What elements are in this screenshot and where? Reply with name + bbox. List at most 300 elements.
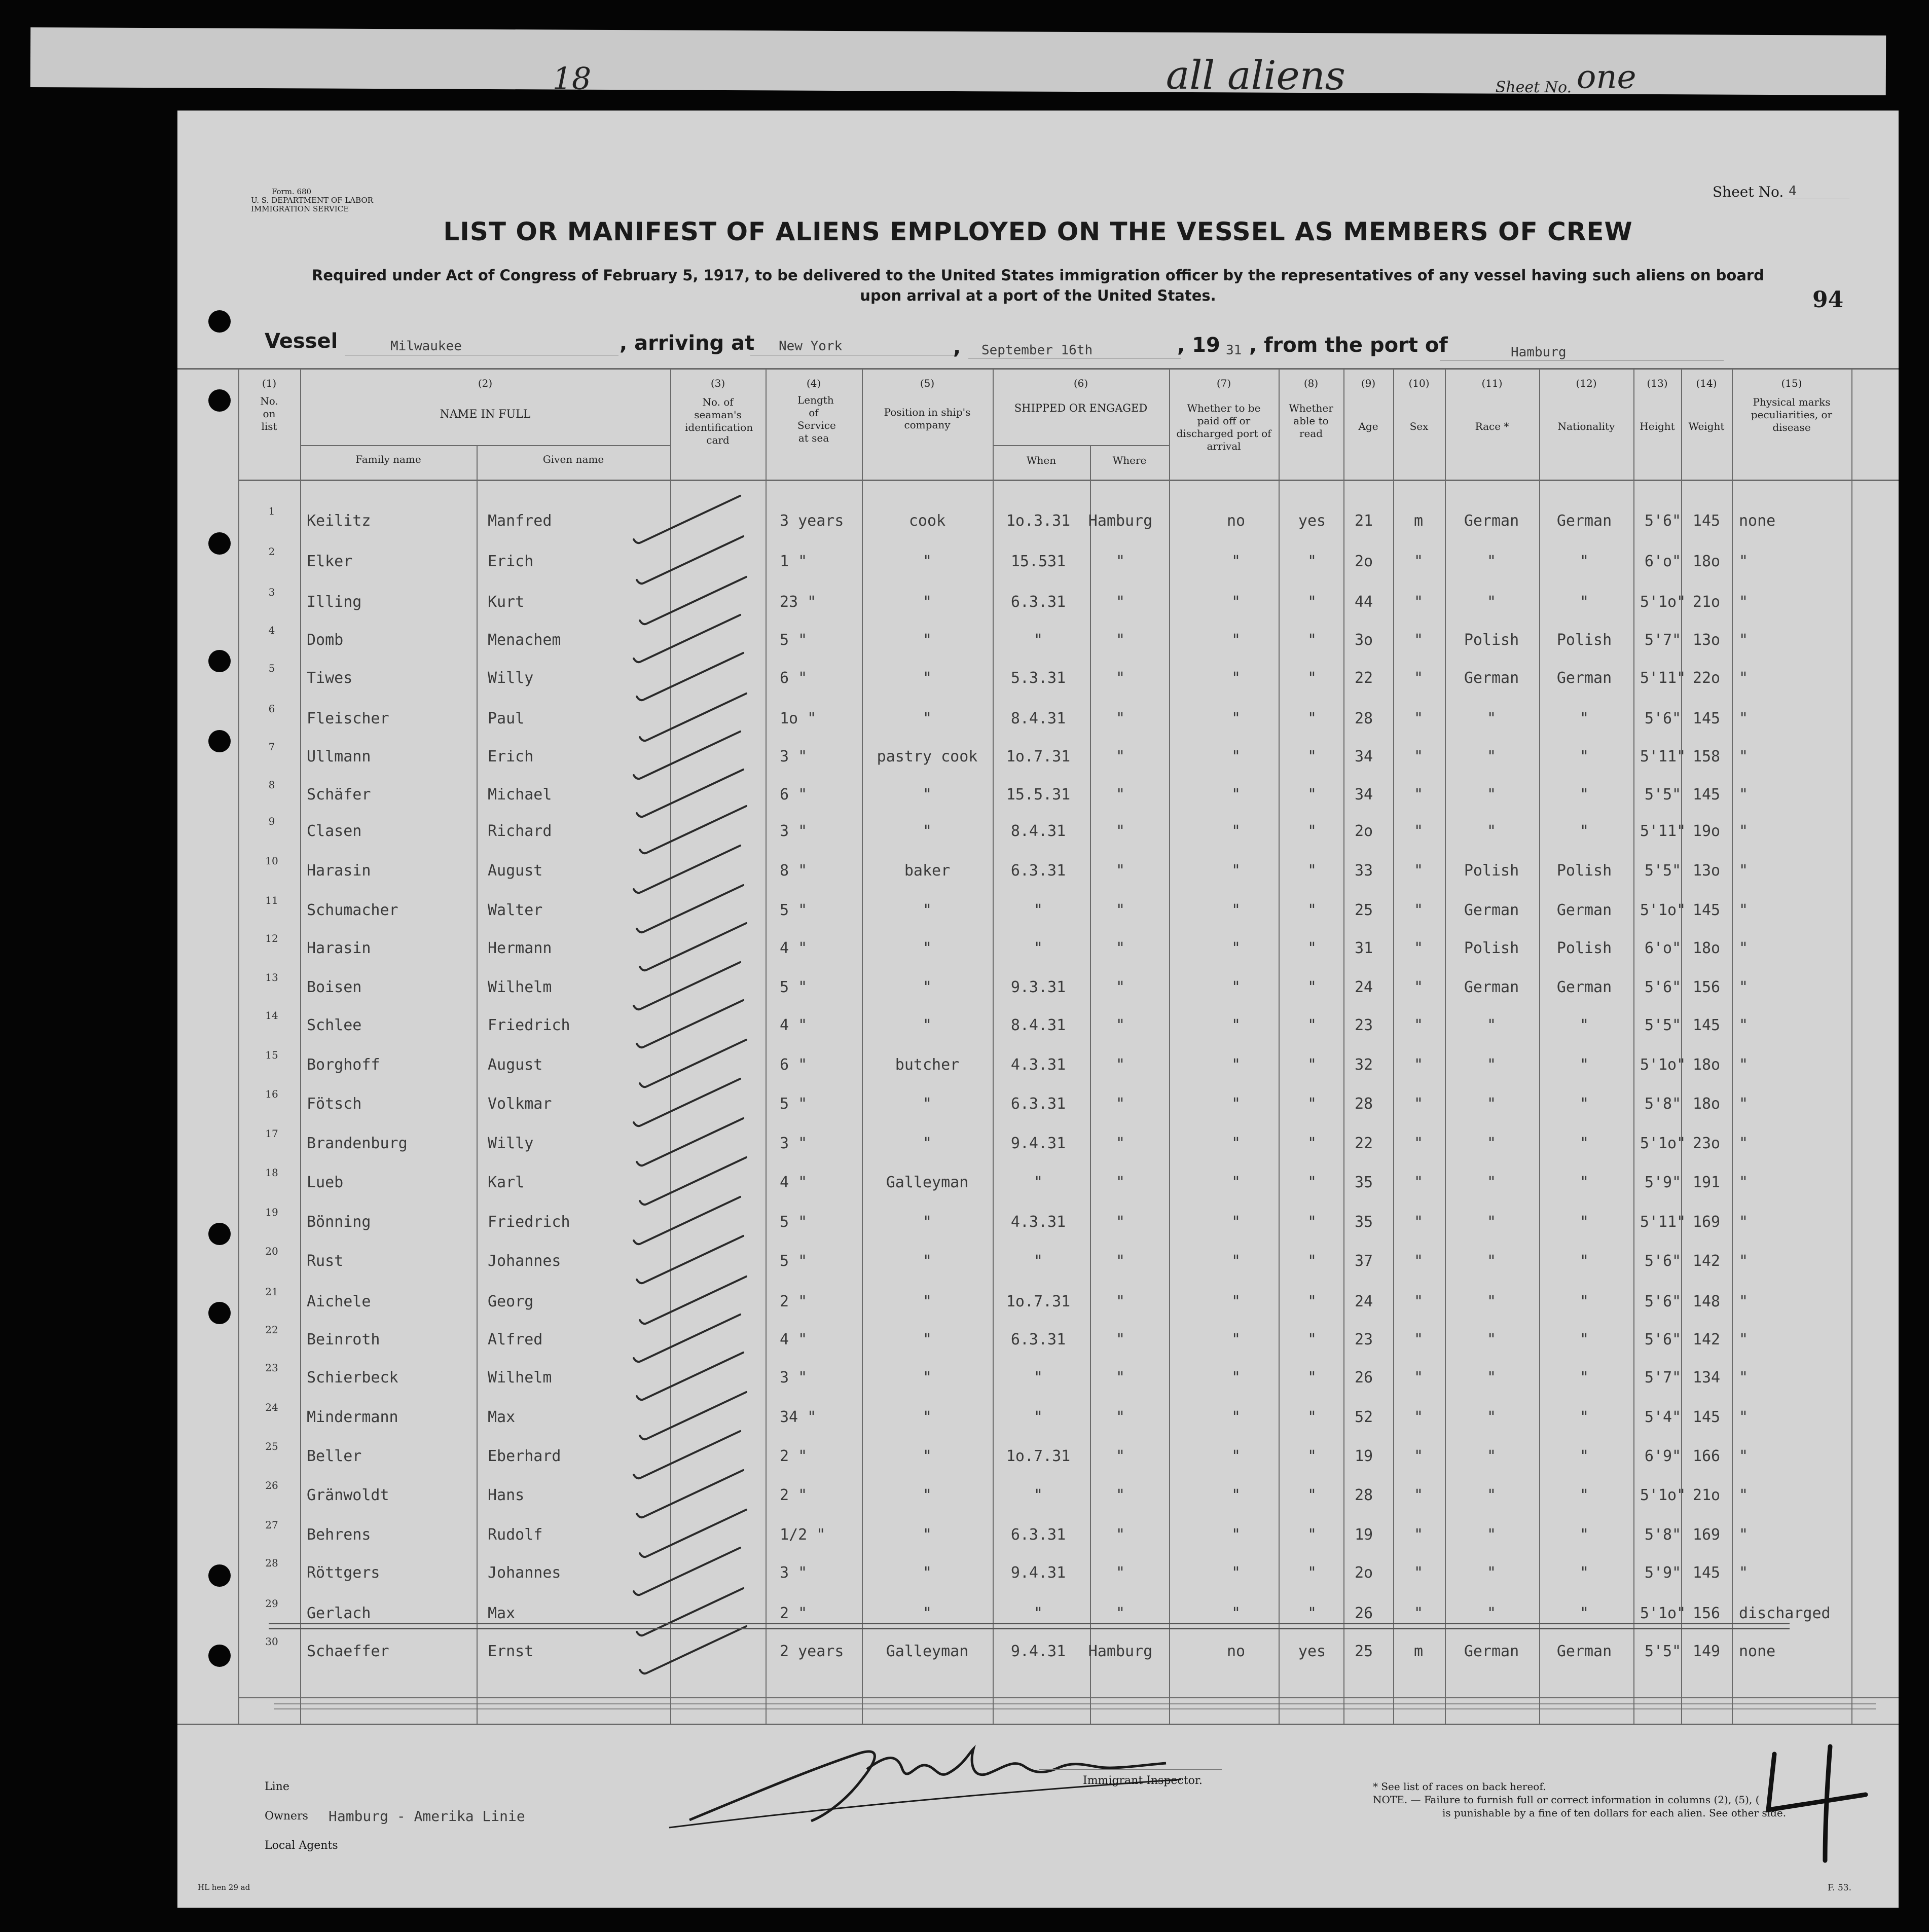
cell-position: cook <box>908 512 946 530</box>
cell-race: " <box>1486 1213 1497 1231</box>
identification-check-mark <box>640 577 746 624</box>
cell-where: " <box>1115 593 1125 611</box>
cell-given: Erich <box>488 553 534 570</box>
row-number: 16 <box>265 1088 278 1100</box>
col-header-2b: Given name <box>542 453 604 465</box>
cell-when: 6.3.31 <box>1010 1526 1066 1544</box>
cell-paid: " <box>1231 1293 1241 1310</box>
footer-local-agents-label: Local Agents <box>265 1839 338 1852</box>
cell-nationality: German <box>1556 978 1612 996</box>
cell-service: 2 years <box>780 1643 844 1660</box>
row-number: 1 <box>268 505 275 517</box>
col-header-2: (2) NAME IN FULL <box>440 377 531 421</box>
cell-age: 28 <box>1354 710 1373 727</box>
cell-family: Domb <box>307 631 344 649</box>
cell-weight: 23o <box>1692 1135 1721 1152</box>
cell-sex: " <box>1413 1564 1424 1582</box>
top-strip-digits: 18 <box>552 61 592 97</box>
cell-age: 2o <box>1354 822 1373 840</box>
col-header-3: (3) No. of seaman's identification card <box>685 377 753 446</box>
row-number: 17 <box>265 1127 278 1140</box>
cell-read: " <box>1307 710 1317 727</box>
cell-read: " <box>1307 669 1317 687</box>
cell-service: 8 " <box>780 862 808 880</box>
cell-given: Ernst <box>488 1643 534 1660</box>
form-code-right: F. 53. <box>1828 1883 1851 1893</box>
cell-nationality: " <box>1579 593 1589 611</box>
identification-check-mark <box>637 536 743 584</box>
cell-paid: " <box>1231 748 1241 765</box>
cell-race: " <box>1486 1605 1497 1622</box>
cell-given: Michael <box>488 786 552 804</box>
cell-read: " <box>1307 1408 1317 1426</box>
cell-where: " <box>1115 1293 1125 1310</box>
col-header-15: (15) Physical marks peculiarities, or disease <box>1751 377 1833 433</box>
cell-read: " <box>1307 822 1317 840</box>
cell-where: " <box>1115 553 1125 570</box>
cell-read: " <box>1307 1331 1317 1348</box>
cell-where: " <box>1115 901 1125 919</box>
cell-age: 24 <box>1354 1293 1373 1310</box>
cell-position: " <box>922 1213 932 1231</box>
cell-service: 6 " <box>780 669 808 687</box>
cell-nationality: " <box>1579 1016 1589 1034</box>
cell-sex: " <box>1413 1447 1424 1465</box>
cell-read: " <box>1307 593 1317 611</box>
col-header-6b: Where <box>1112 454 1147 466</box>
cell-marks: " <box>1739 593 1749 611</box>
cell-service: 5 " <box>780 901 808 919</box>
cell-read: " <box>1307 1605 1317 1622</box>
identification-check-mark <box>640 1277 746 1324</box>
cell-when: 15.5.31 <box>1006 786 1071 804</box>
cell-position: " <box>922 1369 932 1387</box>
cell-where: " <box>1115 1056 1125 1074</box>
row-number: 15 <box>265 1049 278 1061</box>
cell-position: " <box>922 1135 932 1152</box>
cell-given: Willy <box>488 669 534 687</box>
cell-weight: 145 <box>1692 786 1721 804</box>
identification-check-mark <box>640 1157 746 1205</box>
cell-position: " <box>922 710 932 727</box>
cell-where: " <box>1115 748 1125 765</box>
cell-where: " <box>1115 669 1125 687</box>
cell-family: Schierbeck <box>307 1369 398 1387</box>
cell-when: 6.3.31 <box>1010 1095 1066 1113</box>
cell-age: 21 <box>1354 512 1373 530</box>
cell-nationality: " <box>1579 1447 1589 1465</box>
cell-height: 6'o" <box>1644 553 1682 570</box>
cell-position: " <box>922 593 932 611</box>
col-header-10: (10) Sex <box>1408 377 1430 432</box>
cell-where: Hamburg <box>1088 1643 1153 1660</box>
cell-where: " <box>1115 1095 1125 1113</box>
cell-paid: " <box>1231 1331 1241 1348</box>
cell-read: " <box>1307 1174 1317 1191</box>
cell-race: German <box>1464 512 1519 530</box>
identification-check-mark <box>640 1626 746 1673</box>
cell-marks: " <box>1739 1213 1749 1231</box>
cell-race: " <box>1486 1095 1497 1113</box>
cell-sex: " <box>1413 1486 1424 1504</box>
cell-service: 4 " <box>780 939 808 957</box>
row-number: 6 <box>268 703 275 715</box>
cell-family: Clasen <box>307 822 362 840</box>
cell-paid: " <box>1231 822 1241 840</box>
cell-paid: " <box>1231 1095 1241 1113</box>
cell-given: Kurt <box>488 593 525 611</box>
cell-service: 1o " <box>780 710 817 727</box>
cell-height: 5'7" <box>1644 631 1682 649</box>
cell-height: 5'9" <box>1644 1564 1682 1582</box>
cell-where: " <box>1115 822 1125 840</box>
cell-weight: 142 <box>1692 1331 1721 1348</box>
cell-age: 35 <box>1354 1213 1373 1231</box>
cell-sex: m <box>1413 1643 1424 1660</box>
vessel-name: Milwaukee <box>390 339 462 354</box>
cell-nationality: " <box>1579 1526 1589 1544</box>
cell-nationality: " <box>1579 1174 1589 1191</box>
cell-height: 5'5" <box>1644 1643 1682 1660</box>
cell-position: " <box>922 1016 932 1034</box>
cell-given: Karl <box>488 1174 525 1191</box>
cell-family: Fleischer <box>307 710 389 727</box>
cell-race: " <box>1486 1564 1497 1582</box>
cell-marks: " <box>1739 1447 1749 1465</box>
footer-rule <box>177 1724 1899 1725</box>
cell-position: " <box>922 786 932 804</box>
cell-family: Gerlach <box>307 1605 371 1622</box>
cell-where: " <box>1115 1174 1125 1191</box>
cell-weight: 18o <box>1692 1056 1721 1074</box>
row-number: 18 <box>265 1167 278 1179</box>
cell-weight: 145 <box>1692 1564 1721 1582</box>
cell-service: 5 " <box>780 1095 808 1113</box>
cell-age: 2o <box>1354 553 1373 570</box>
cell-given: Volkmar <box>488 1095 552 1113</box>
cell-sex: " <box>1413 1213 1424 1231</box>
cell-when: " <box>1033 631 1043 649</box>
cell-weight: 145 <box>1692 710 1721 727</box>
cell-service: 5 " <box>780 1252 808 1270</box>
year-prefix: , 19 <box>1177 334 1220 357</box>
col-header-5: (5) Position in ship's company <box>884 377 971 431</box>
cell-position: Galleyman <box>886 1174 969 1191</box>
cell-sex: " <box>1413 1135 1424 1152</box>
cell-read: " <box>1307 1293 1317 1310</box>
cell-position: " <box>922 1605 932 1622</box>
row-number: 27 <box>265 1519 278 1531</box>
cell-height: 5'6" <box>1644 1252 1682 1270</box>
cell-height: 5'9" <box>1644 1174 1682 1191</box>
cell-nationality: " <box>1579 710 1589 727</box>
row-number: 10 <box>265 855 278 867</box>
cell-given: August <box>488 1056 543 1074</box>
cell-where: " <box>1115 1135 1125 1152</box>
cell-read: yes <box>1298 512 1326 530</box>
cell-service: 4 " <box>780 1331 808 1348</box>
cell-read: " <box>1307 1526 1317 1544</box>
row-number: 23 <box>265 1362 278 1374</box>
cell-family: Ullmann <box>307 748 371 765</box>
cell-marks: " <box>1739 1369 1749 1387</box>
cell-age: 28 <box>1354 1486 1373 1504</box>
identification-check-mark <box>634 846 740 893</box>
cell-when: 4.3.31 <box>1010 1056 1066 1074</box>
cell-marks: " <box>1739 1016 1749 1034</box>
cell-given: Max <box>488 1408 516 1426</box>
cell-where: " <box>1115 1564 1125 1582</box>
cell-read: " <box>1307 1095 1317 1113</box>
cell-paid: " <box>1231 1016 1241 1034</box>
cell-sex: " <box>1413 1331 1424 1348</box>
cell-height: 6'9" <box>1644 1447 1682 1465</box>
footer-owners-label: Owners <box>265 1810 308 1822</box>
from-port: Hamburg <box>1511 345 1567 360</box>
cell-marks: " <box>1739 1486 1749 1504</box>
cell-service: 2 " <box>780 1447 808 1465</box>
cell-read: " <box>1307 748 1317 765</box>
cell-paid: " <box>1231 1252 1241 1270</box>
cell-service: 1 " <box>780 553 808 570</box>
cell-race: " <box>1486 748 1497 765</box>
top-strip-sheet-value: one <box>1576 58 1636 96</box>
cell-race: " <box>1486 1293 1497 1310</box>
row-number: 29 <box>265 1597 278 1610</box>
cell-when: 9.4.31 <box>1010 1135 1066 1152</box>
cell-sex: " <box>1413 553 1424 570</box>
cell-paid: " <box>1231 669 1241 687</box>
cell-family: Harasin <box>307 939 371 957</box>
inspector-label: Immigrant Inspector. <box>1083 1774 1203 1787</box>
col-header-8: (8) Whether able to read <box>1289 377 1333 440</box>
cell-weight: 134 <box>1692 1369 1721 1387</box>
cell-service: 4 " <box>780 1174 808 1191</box>
cell-height: 5'1o" <box>1640 593 1686 611</box>
cell-position: " <box>922 1331 932 1348</box>
punch-hole <box>208 730 231 752</box>
identification-check-mark <box>637 1470 743 1517</box>
cell-when: " <box>1033 1369 1043 1387</box>
cell-sex: " <box>1413 1605 1424 1622</box>
cell-height: 5'1o" <box>1640 1605 1686 1622</box>
row-number: 8 <box>268 779 275 791</box>
cell-marks: none <box>1739 512 1776 530</box>
col-header-14: (14) Weight <box>1688 377 1725 432</box>
form-info <box>251 187 374 213</box>
cell-weight: 166 <box>1692 1447 1721 1465</box>
cell-given: Max <box>488 1605 516 1622</box>
cell-family: Schlee <box>307 1016 362 1034</box>
cell-when: " <box>1033 1252 1043 1270</box>
cell-where: " <box>1115 1369 1125 1387</box>
cell-nationality: " <box>1579 1293 1589 1310</box>
cell-family: Beller <box>307 1447 362 1465</box>
cell-height: 5'1o" <box>1640 1056 1686 1074</box>
cell-weight: 19o <box>1692 822 1721 840</box>
page-title: LIST OR MANIFEST OF ALIENS EMPLOYED ON THE VESSEL AS MEMBERS OF CREW <box>443 217 1633 246</box>
punch-hole <box>208 310 231 333</box>
cell-paid: " <box>1231 1605 1241 1622</box>
cell-read: " <box>1307 978 1317 996</box>
cell-race: Polish <box>1464 631 1519 649</box>
identification-check-mark <box>637 1000 743 1047</box>
footer-owners-value: Hamburg - Amerika Linie <box>329 1808 525 1825</box>
cell-service: 3 " <box>780 1135 808 1152</box>
cell-read: " <box>1307 901 1317 919</box>
table-header-rule <box>238 480 1899 481</box>
cell-race: German <box>1464 901 1519 919</box>
arriving-port: New York <box>779 339 843 354</box>
cell-age: 22 <box>1354 1135 1373 1152</box>
cell-paid: " <box>1231 901 1241 919</box>
cell-where: " <box>1115 710 1125 727</box>
cell-sex: " <box>1413 1095 1424 1113</box>
cell-family: Borghoff <box>307 1056 380 1074</box>
cell-race: " <box>1486 553 1497 570</box>
row-number: 28 <box>265 1557 278 1569</box>
cell-read: " <box>1307 1564 1317 1582</box>
row-number: 11 <box>265 894 278 906</box>
cell-age: 32 <box>1354 1056 1373 1074</box>
col-header-11: (11) Race * <box>1475 377 1509 432</box>
cell-service: 6 " <box>780 1056 808 1074</box>
cell-service: 3 " <box>780 822 808 840</box>
identification-check-mark <box>640 1510 746 1557</box>
cell-position: butcher <box>895 1056 960 1074</box>
cell-paid: " <box>1231 710 1241 727</box>
cell-sex: m <box>1413 512 1424 530</box>
cell-race: " <box>1486 1369 1497 1387</box>
cell-position: " <box>922 1293 932 1310</box>
col-header-4: (4) Length of Service at sea <box>797 377 836 444</box>
cell-paid: " <box>1231 1213 1241 1231</box>
cell-height: 5'6" <box>1644 512 1682 530</box>
cell-paid: " <box>1231 1486 1241 1504</box>
cell-race: German <box>1464 669 1519 687</box>
cell-nationality: " <box>1579 553 1589 570</box>
cell-when: 8.4.31 <box>1010 710 1066 727</box>
cell-height: 5'11" <box>1640 748 1686 765</box>
cell-position: " <box>922 822 932 840</box>
row-number: 14 <box>265 1009 278 1022</box>
col-header-6a: When <box>1026 454 1057 466</box>
cell-where: " <box>1115 1447 1125 1465</box>
cell-nationality: German <box>1556 901 1612 919</box>
cell-paid: " <box>1231 1564 1241 1582</box>
cell-height: 5'8" <box>1644 1526 1682 1544</box>
cell-given: Hans <box>488 1486 525 1504</box>
cell-read: " <box>1307 1447 1317 1465</box>
punch-hole <box>208 1302 231 1324</box>
cell-service: 23 " <box>780 593 817 611</box>
cell-position: " <box>922 1408 932 1426</box>
cell-height: 5'6" <box>1644 710 1682 727</box>
cell-marks: " <box>1739 1526 1749 1544</box>
cell-paid: " <box>1231 1135 1241 1152</box>
cell-when: 9.4.31 <box>1010 1643 1066 1660</box>
cell-weight: 156 <box>1692 1605 1721 1622</box>
cell-where: " <box>1115 631 1125 649</box>
row-number: 20 <box>265 1245 278 1257</box>
cell-where: " <box>1115 862 1125 880</box>
cell-nationality: Polish <box>1556 631 1612 649</box>
cell-weight: 13o <box>1692 631 1721 649</box>
cell-nationality: " <box>1579 1252 1589 1270</box>
cell-nationality: " <box>1579 822 1589 840</box>
cell-given: Hermann <box>488 939 552 957</box>
cell-age: 34 <box>1354 786 1373 804</box>
cell-height: 5'4" <box>1644 1408 1682 1426</box>
identification-check-mark <box>637 1353 743 1400</box>
cell-paid: " <box>1231 553 1241 570</box>
cell-weight: 156 <box>1692 978 1721 996</box>
cell-height: 5'5" <box>1644 786 1682 804</box>
cell-position: " <box>922 1486 932 1504</box>
col-header-13: (13) Height <box>1640 377 1675 432</box>
cell-race: " <box>1486 1408 1497 1426</box>
cell-marks: " <box>1739 1056 1749 1074</box>
cell-where: " <box>1115 1252 1125 1270</box>
cell-race: Polish <box>1464 939 1519 957</box>
identification-check-mark <box>637 885 743 932</box>
cell-marks: " <box>1739 862 1749 880</box>
cell-when: 1o.7.31 <box>1006 1447 1071 1465</box>
cell-height: 5'6" <box>1644 1293 1682 1310</box>
cell-read: " <box>1307 1369 1317 1387</box>
note-line2: is punishable by a fine of ten dollars for each alien. See other side. <box>1442 1807 1787 1819</box>
cell-family: Illing <box>307 593 362 611</box>
cell-marks: " <box>1739 978 1749 996</box>
cell-paid: " <box>1231 1408 1241 1426</box>
cell-where: " <box>1115 1408 1125 1426</box>
cell-height: 5'5" <box>1644 1016 1682 1034</box>
cell-given: Richard <box>488 822 552 840</box>
row-number: 4 <box>268 624 275 636</box>
cell-race: " <box>1486 710 1497 727</box>
cell-height: 5'1o" <box>1640 1486 1686 1504</box>
cell-weight: 169 <box>1692 1526 1721 1544</box>
cell-nationality: " <box>1579 1095 1589 1113</box>
identification-check-mark <box>637 770 743 817</box>
cell-race: Polish <box>1464 862 1519 880</box>
cell-when: 9.3.31 <box>1010 978 1066 996</box>
cell-read: " <box>1307 1135 1317 1152</box>
cell-given: Menachem <box>488 631 561 649</box>
cell-age: 24 <box>1354 978 1373 996</box>
cell-paid: " <box>1231 939 1241 957</box>
cell-when: 8.4.31 <box>1010 822 1066 840</box>
cell-read: " <box>1307 786 1317 804</box>
cell-family: Boisen <box>307 978 362 996</box>
cell-nationality: " <box>1579 1605 1589 1622</box>
cell-where: " <box>1115 1331 1125 1348</box>
cell-position: pastry cook <box>877 748 978 765</box>
cell-weight: 21o <box>1692 1486 1721 1504</box>
form-service: IMMIGRATION SERVICE <box>251 204 349 213</box>
cell-age: 22 <box>1354 669 1373 687</box>
cell-paid: no <box>1226 512 1246 530</box>
cell-sex: " <box>1413 901 1424 919</box>
row-number: 26 <box>265 1479 278 1491</box>
cell-read: " <box>1307 1252 1317 1270</box>
cell-when: 1o.3.31 <box>1006 512 1071 530</box>
cell-family: Elker <box>307 553 353 570</box>
cell-given: Paul <box>488 710 525 727</box>
cell-position: " <box>922 669 932 687</box>
cell-paid: " <box>1231 593 1241 611</box>
row-number: 12 <box>265 932 278 944</box>
